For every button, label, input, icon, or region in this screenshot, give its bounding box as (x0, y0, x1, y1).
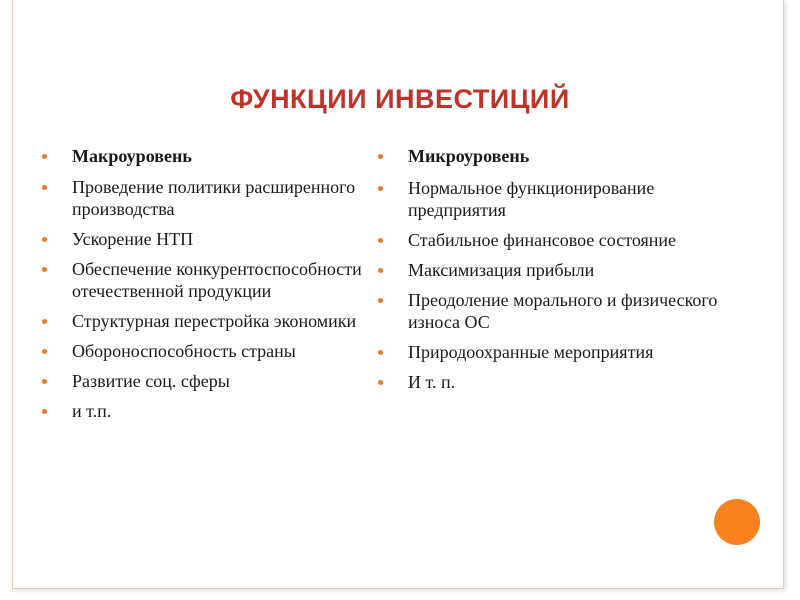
list-item (378, 289, 718, 333)
list-item (42, 340, 362, 362)
bullet-icon (42, 379, 47, 384)
bullet-icon (42, 267, 47, 272)
bullet-icon (378, 238, 383, 243)
bullet-icon (42, 154, 47, 159)
slide-title: ФУНКЦИИ ИНВЕСТИЦИЙ (230, 84, 570, 114)
bullet-icon (378, 298, 383, 303)
list-item (42, 228, 362, 250)
list-item (42, 400, 362, 422)
list-item (378, 371, 718, 393)
macro-heading: Макроуровень (72, 146, 192, 166)
list-item (378, 177, 718, 221)
list-item (378, 259, 718, 281)
bullet-icon (378, 268, 383, 273)
list-item-text: Нормальное функционирование предприятия (408, 178, 655, 220)
list-item-text: Стабильное финансовое состояние (408, 230, 677, 250)
list-heading (42, 145, 362, 167)
micro-list (378, 145, 718, 393)
list-heading (378, 145, 718, 167)
list-item-text: Структурная перестройка экономики (72, 311, 357, 331)
list-item-text: Развитие соц. сферы (72, 371, 230, 391)
list-item-text: Максимизация прибыли (408, 260, 595, 280)
left-column (42, 145, 362, 430)
micro-heading: Микроуровень (408, 146, 530, 166)
bullet-icon (42, 409, 47, 414)
macro-list (42, 145, 362, 422)
list-item-text: Природоохранные мероприятия (408, 342, 654, 362)
list-item-text: Ускорение НТП (72, 229, 194, 249)
list-item (378, 229, 718, 251)
list-item-text: Обеспечение конкурентоспособности отечественной продукции (72, 259, 362, 301)
list-item-text: И т. п. (408, 372, 456, 392)
list-item (42, 176, 362, 220)
list-item-text: Преодоление морального и физического износа ОС (408, 290, 718, 332)
list-item-text: Проведение политики расширенного производства (72, 177, 356, 219)
list-item (42, 258, 362, 302)
orange-circle-decoration (714, 499, 760, 545)
bullet-icon (42, 319, 47, 324)
bullet-icon (378, 380, 383, 385)
list-item (378, 341, 718, 363)
list-item (42, 310, 362, 332)
list-item (42, 370, 362, 392)
list-item-text: и т.п. (72, 401, 112, 421)
bullet-icon (42, 185, 47, 190)
bullet-icon (42, 349, 47, 354)
bullet-icon (42, 237, 47, 242)
bullet-icon (378, 186, 383, 191)
list-item-text: Обороноспособность страны (72, 341, 296, 361)
right-column (378, 145, 718, 401)
bullet-icon (378, 154, 383, 159)
bullet-icon (378, 350, 383, 355)
